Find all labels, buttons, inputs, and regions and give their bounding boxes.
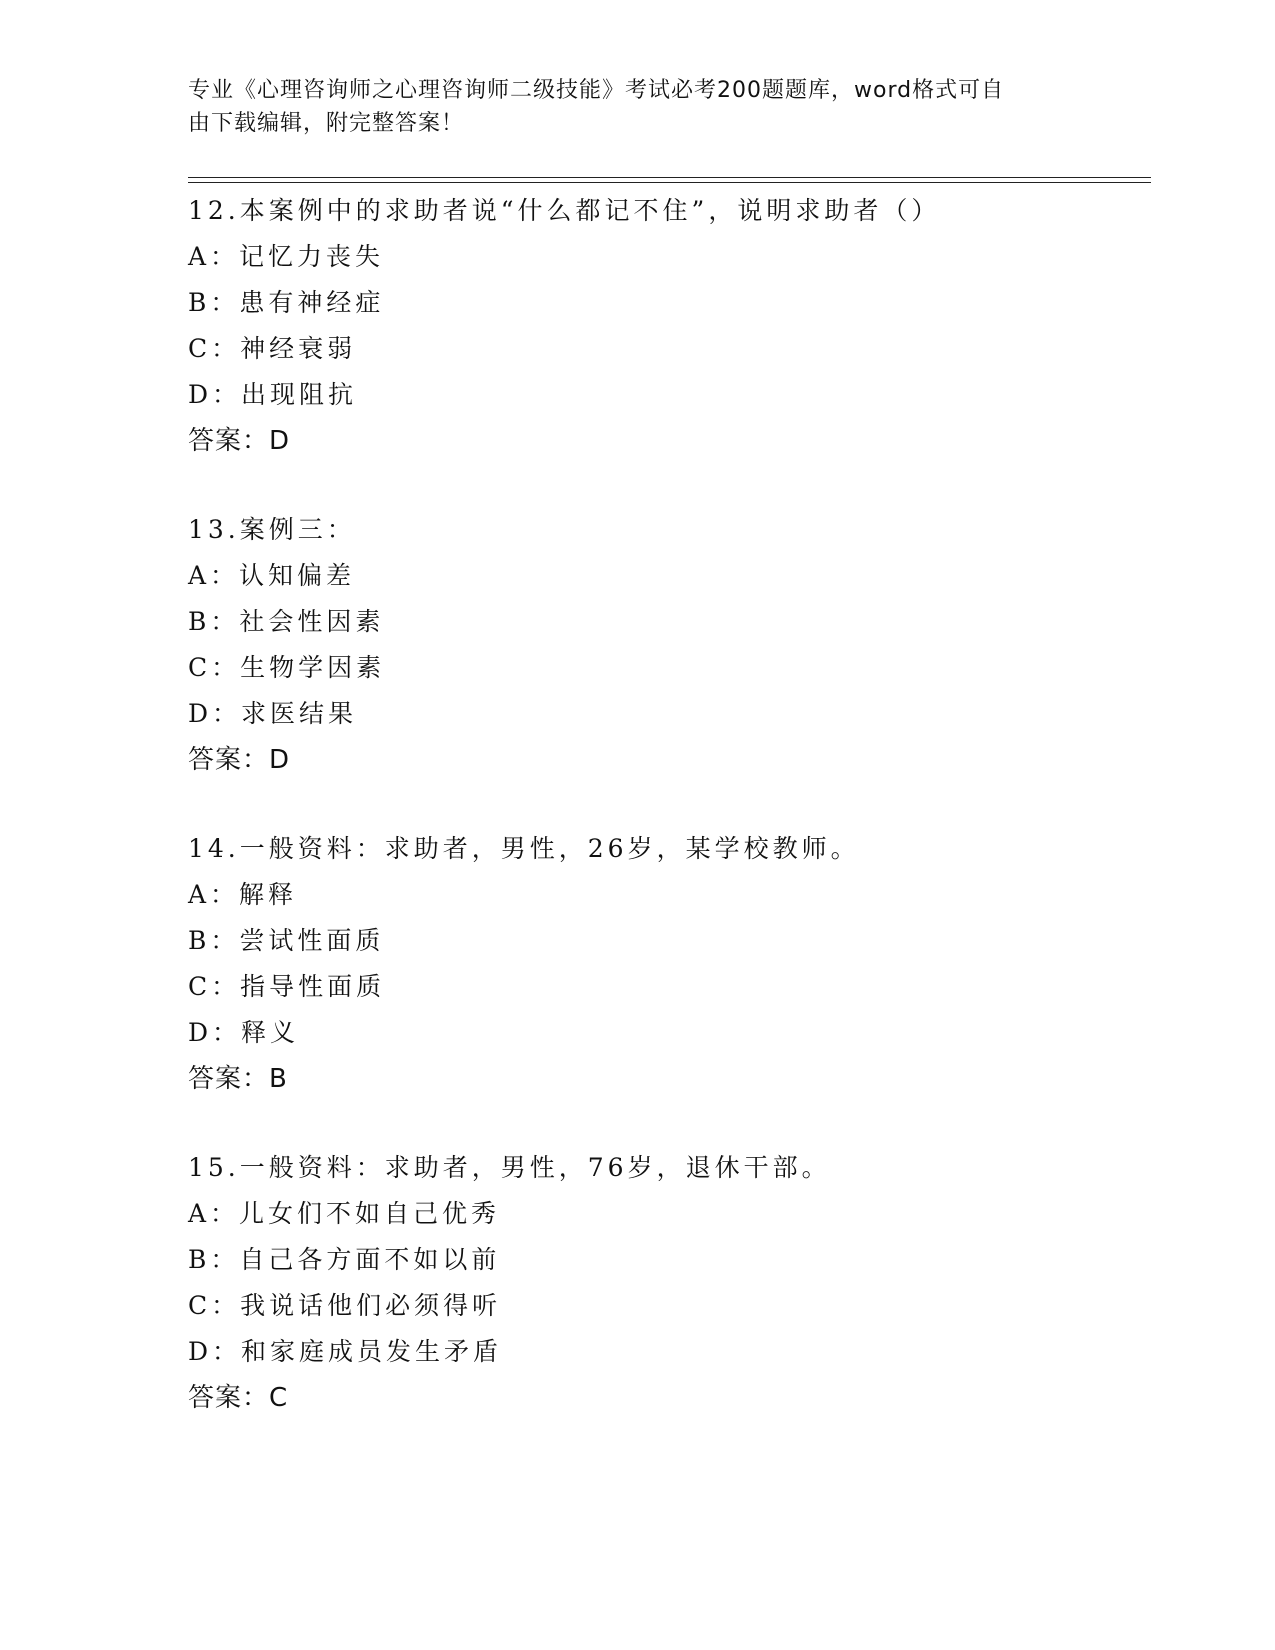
option-c: C：指导性面质 (188, 972, 386, 1001)
question-15 (188, 1145, 1138, 1421)
option-c: C：我说话他们必须得听 (188, 1291, 502, 1320)
option-b: B：尝试性面质 (188, 926, 385, 955)
option-b: B：社会性因素 (188, 607, 385, 636)
question-title: 13.案例三： (188, 515, 356, 544)
option-d: D：出现阻抗 (188, 380, 358, 409)
question-14 (188, 826, 1138, 1102)
answer: 答案：B (188, 1064, 288, 1094)
option-c: C：神经衰弱 (188, 334, 357, 363)
answer: 答案：C (188, 1383, 289, 1413)
header-line-1: 专业《心理咨询师之心理咨询师二级技能》考试必考200题题库，word格式可自 (188, 78, 1005, 103)
question-title: 14.一般资料：求助者，男性，26岁，某学校教师。 (188, 834, 860, 863)
header-divider-bottom (188, 182, 1151, 183)
option-a: A：解释 (188, 880, 298, 909)
option-d: D：求医结果 (188, 699, 358, 728)
question-title: 15.一般资料：求助者，男性，76岁，退休干部。 (188, 1153, 831, 1182)
header-line-2: 由下载编辑，附完整答案！ (188, 111, 465, 136)
question-13 (188, 507, 1138, 783)
option-a: A：记忆力丧失 (188, 242, 385, 271)
answer: 答案：D (188, 745, 291, 775)
option-d: D：和家庭成员发生矛盾 (188, 1337, 503, 1366)
question-12 (188, 188, 1138, 464)
option-a: A：认知偏差 (188, 561, 356, 590)
option-b: B：患有神经症 (188, 288, 385, 317)
question-title: 12.本案例中的求助者说“什么都记不住”，说明求助者（） (188, 196, 941, 225)
option-c: C：生物学因素 (188, 653, 386, 682)
header-divider-top (188, 177, 1151, 178)
document-header (188, 74, 1088, 140)
option-a: A：儿女们不如自己优秀 (188, 1199, 501, 1228)
answer: 答案：D (188, 426, 291, 456)
option-b: B：自己各方面不如以前 (188, 1245, 501, 1274)
option-d: D：释义 (188, 1018, 300, 1047)
